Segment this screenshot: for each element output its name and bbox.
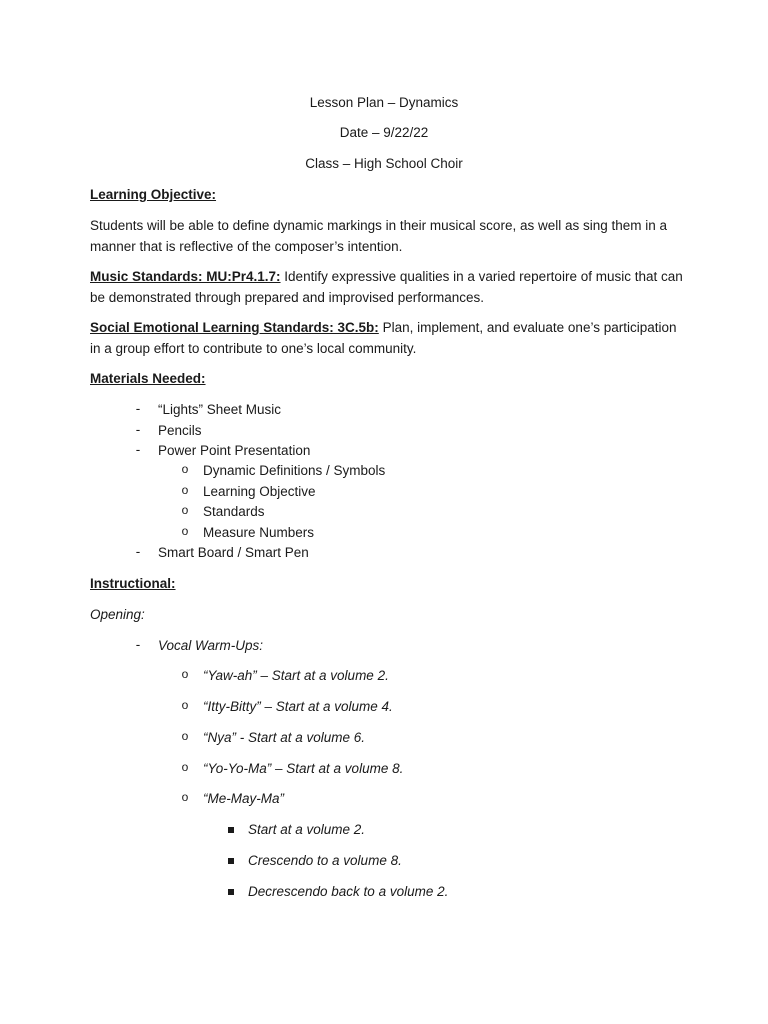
circle-bullet: o: [181, 790, 189, 804]
warmups-label: Vocal Warm-Ups:: [158, 638, 264, 653]
music-standards: [90, 267, 685, 308]
dash-bullet: -: [135, 544, 141, 559]
circle-bullet: o: [181, 483, 189, 497]
warmup-item: “Nya” - Start at a volume 6.: [203, 730, 366, 745]
music-standards-label: Music Standards: MU:Pr4.1.7:: [90, 269, 281, 284]
circle-bullet: o: [181, 503, 189, 517]
sub-list-item-text: Dynamic Definitions / Symbols: [203, 463, 386, 478]
sel-standards-label: Social Emotional Learning Standards: 3C.5b:: [90, 320, 379, 335]
dash-bullet: -: [135, 401, 141, 416]
materials-heading: Materials Needed:: [90, 371, 206, 386]
document-title: Lesson Plan – Dynamics: [309, 95, 459, 110]
warmup-item: “Yo-Yo-Ma” – Start at a volume 8.: [203, 761, 404, 776]
document-class: Class – High School Choir: [305, 156, 463, 171]
learning-objective-heading: Learning Objective:: [90, 187, 217, 202]
circle-bullet: o: [181, 698, 189, 712]
list-item-text: Smart Board / Smart Pen: [158, 545, 309, 560]
opening-label: Opening:: [90, 607, 145, 622]
sub-list-item-text: Standards: [203, 504, 265, 519]
list-item-text: Power Point Presentation: [158, 443, 311, 458]
step-item: Crescendo to a volume 8.: [248, 853, 402, 868]
sel-standards: [90, 318, 685, 359]
dash-bullet: -: [135, 637, 141, 652]
circle-bullet: o: [181, 760, 189, 774]
sel-standards-text: Plan, implement, and evaluate one’s participation in a group effort to contribute to one’s local community.: [90, 320, 677, 356]
square-bullet: [228, 889, 234, 895]
warmup-item: “Me-May-Ma”: [203, 791, 284, 806]
dash-bullet: -: [135, 442, 141, 457]
learning-objective-text: Students will be able to define dynamic markings in their musical score, as well as sing them in a manner that is reflective of the composer’s intention.: [90, 218, 668, 254]
square-bullet: [228, 858, 234, 864]
warmup-item: “Itty-Bitty” – Start at a volume 4.: [203, 699, 393, 714]
list-item-text: Pencils: [158, 423, 202, 438]
sub-list-item-text: Learning Objective: [203, 484, 316, 499]
document-date: Date – 9/22/22: [339, 125, 429, 140]
warmup-item: “Yaw-ah” – Start at a volume 2.: [203, 668, 389, 683]
step-item: Start at a volume 2.: [248, 822, 366, 837]
circle-bullet: o: [181, 462, 189, 476]
sub-list-item-text: Measure Numbers: [203, 525, 315, 540]
step-item: Decrescendo back to a volume 2.: [248, 884, 449, 899]
circle-bullet: o: [181, 667, 189, 681]
list-item-text: “Lights” Sheet Music: [158, 402, 282, 417]
square-bullet: [228, 827, 234, 833]
music-standards-text: Identify expressive qualities in a varied repertoire of music that can be demonstrated through prepared and improvised performances.: [90, 269, 683, 305]
instructional-heading: Instructional:: [90, 576, 176, 591]
circle-bullet: o: [181, 524, 189, 538]
dash-bullet: -: [135, 422, 141, 437]
circle-bullet: o: [181, 729, 189, 743]
